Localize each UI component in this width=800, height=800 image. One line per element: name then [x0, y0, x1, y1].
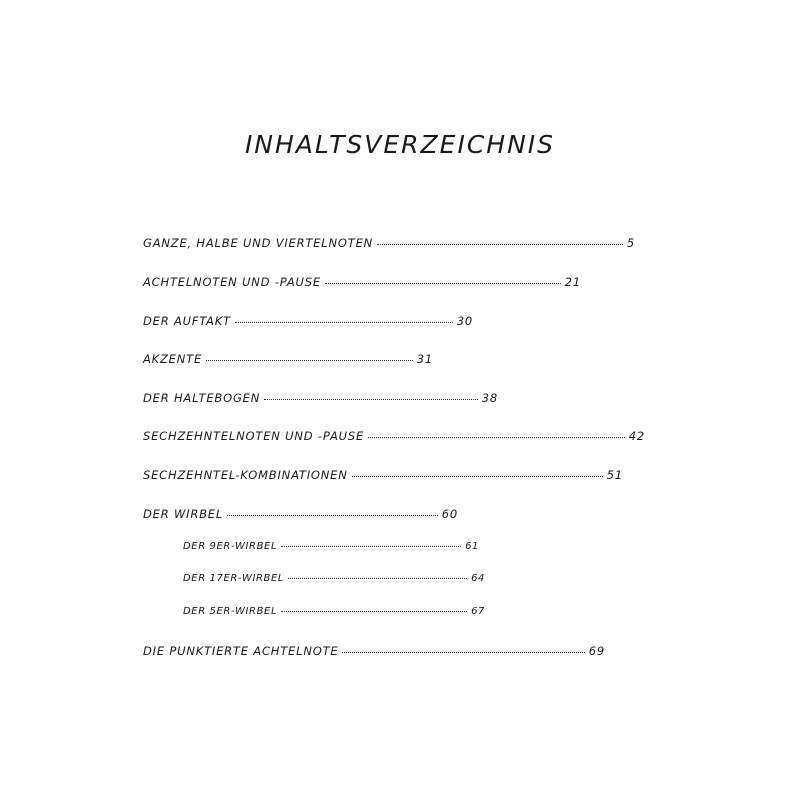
dot-leader [281, 545, 461, 547]
toc-entry-label: DIE PUNKTIERTE ACHTELNOTE [143, 644, 339, 658]
toc-entry-label: DER 17ER-WIRBEL [183, 573, 285, 584]
dot-leader [264, 398, 478, 400]
toc-entry [143, 507, 458, 521]
toc-entry [143, 468, 623, 482]
toc-entry-label: AKZENTE [143, 352, 203, 366]
toc-entry-label: DER WIRBEL [143, 507, 224, 521]
toc-entry-page: 69 [588, 644, 605, 658]
toc-entry [143, 391, 498, 405]
dot-leader [368, 436, 625, 438]
toc-entry-label: ACHTELNOTEN UND -PAUSE [143, 275, 321, 289]
dot-leader [377, 243, 623, 245]
toc-entry-page: 21 [564, 275, 581, 289]
dot-leader [281, 610, 467, 612]
dot-leader [288, 577, 467, 579]
toc-entry-page: 30 [456, 314, 473, 328]
toc-entry-page: 67 [471, 606, 485, 617]
toc-entry-label: DER 9ER-WIRBEL [183, 541, 278, 552]
toc-entry [143, 314, 473, 328]
toc-entry-label: DER 5ER-WIRBEL [183, 606, 278, 617]
dot-leader [352, 475, 603, 477]
dot-leader [325, 282, 561, 284]
toc-entry-page: 5 [626, 236, 635, 250]
toc-entry-page: 51 [606, 468, 623, 482]
dot-leader [227, 514, 438, 516]
toc-entry-page: 64 [471, 573, 485, 584]
toc-entry-label: SECHZEHNTEL-KOMBINATIONEN [143, 468, 348, 482]
dot-leader [235, 321, 453, 323]
toc-title: INHALTSVERZEICHNIS [244, 130, 556, 159]
toc-entry [143, 644, 605, 658]
dot-leader [206, 359, 413, 361]
toc-entry-label: GANZE, HALBE UND VIERTELNOTEN [143, 236, 374, 250]
toc-entry [143, 275, 581, 289]
toc-entry-label: SECHZEHNTELNOTEN UND -PAUSE [143, 429, 365, 443]
toc-entry-page: 38 [481, 391, 498, 405]
toc-entry-label: DER AUFTAKT [143, 314, 231, 328]
toc-entry [143, 429, 645, 443]
toc-entry [143, 352, 433, 366]
toc-entry-label: DER HALTEBOGEN [143, 391, 261, 405]
toc-entry-page: 42 [628, 429, 645, 443]
toc-entry [143, 236, 635, 250]
toc-subentry [183, 573, 485, 584]
dot-leader [342, 651, 584, 653]
toc-subentry [183, 541, 479, 552]
toc-entry-page: 31 [416, 352, 433, 366]
toc-entry-page: 60 [441, 507, 458, 521]
toc-subentry [183, 606, 485, 617]
toc-entry-page: 61 [465, 541, 479, 552]
